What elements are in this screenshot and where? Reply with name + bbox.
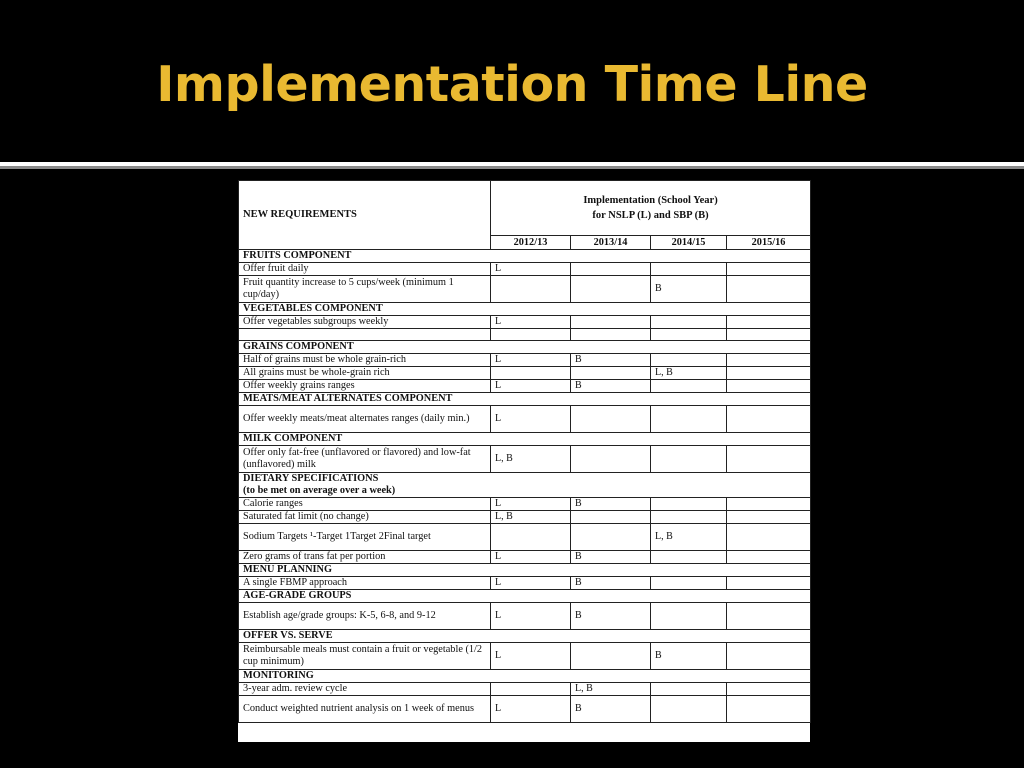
blank-cell xyxy=(491,329,571,341)
section-title xyxy=(239,433,811,446)
implementation-cell xyxy=(491,683,571,696)
implementation-cell xyxy=(727,498,811,511)
section-title xyxy=(239,393,811,406)
section-row xyxy=(239,473,811,498)
slide-title: Implementation Time Line xyxy=(156,56,868,113)
implementation-cell: L, B xyxy=(651,367,727,380)
section-title xyxy=(239,630,811,643)
implementation-cell xyxy=(727,354,811,367)
section-title xyxy=(239,670,811,683)
section-row xyxy=(239,393,811,406)
implementation-cell xyxy=(571,276,651,303)
section-subtitle: (to be met on average over a week) xyxy=(243,485,396,496)
implementation-cell xyxy=(727,367,811,380)
table-row xyxy=(239,696,811,723)
implementation-cell xyxy=(727,276,811,303)
implementation-cell: L xyxy=(491,354,571,367)
implementation-cell: L xyxy=(491,577,571,590)
implementation-cell: L xyxy=(491,263,571,276)
implementation-cell: B xyxy=(571,498,651,511)
year-header: 2014/15 xyxy=(651,236,727,250)
requirement-label: Zero grams of trans fat per portion xyxy=(239,551,491,564)
section-title-text: MEATS/MEAT ALTERNATES COMPONENT xyxy=(243,393,453,404)
implementation-cell xyxy=(651,696,727,723)
requirement-label: Offer weekly grains ranges xyxy=(239,380,491,393)
implementation-cell: L xyxy=(491,498,571,511)
implementation-cell: B xyxy=(571,551,651,564)
implementation-cell xyxy=(727,380,811,393)
implementation-cell: B xyxy=(651,643,727,670)
implementation-cell xyxy=(651,380,727,393)
implementation-cell: L xyxy=(491,380,571,393)
implementation-cell: B xyxy=(651,276,727,303)
implementation-cell xyxy=(727,511,811,524)
implementation-cell xyxy=(727,683,811,696)
implementation-cell xyxy=(571,524,651,551)
implementation-cell: L, B xyxy=(491,446,571,473)
implementation-cell: L xyxy=(491,551,571,564)
implementation-cell: L xyxy=(491,696,571,723)
requirement-label: 3-year adm. review cycle xyxy=(239,683,491,696)
requirement-label: Offer weekly meats/meat alternates ranges (daily min.) xyxy=(239,406,491,433)
requirement-label: Establish age/grade groups: K-5, 6-8, and 9-12 xyxy=(239,603,491,630)
table-row xyxy=(239,263,811,276)
implementation-cell: B xyxy=(571,696,651,723)
section-title xyxy=(239,564,811,577)
implementation-cell xyxy=(651,316,727,329)
blank-cell xyxy=(727,329,811,341)
implementation-header-line1: Implementation (School Year) xyxy=(583,195,718,206)
table-row xyxy=(239,367,811,380)
implementation-cell xyxy=(727,406,811,433)
implementation-cell xyxy=(571,316,651,329)
implementation-cell xyxy=(651,406,727,433)
implementation-cell: L xyxy=(491,406,571,433)
table-row xyxy=(239,577,811,590)
implementation-cell xyxy=(571,367,651,380)
section-title-text: DIETARY SPECIFICATIONS xyxy=(243,473,379,484)
implementation-cell xyxy=(651,603,727,630)
table-row xyxy=(239,643,811,670)
implementation-cell xyxy=(651,551,727,564)
implementation-cell: L, B xyxy=(491,511,571,524)
requirement-label: Fruit quantity increase to 5 cups/week (minimum 1 cup/day) xyxy=(239,276,491,303)
implementation-cell xyxy=(651,683,727,696)
blank-row xyxy=(239,329,811,341)
blank-cell xyxy=(239,329,491,341)
requirement-label: Offer vegetables subgroups weekly xyxy=(239,316,491,329)
table-row xyxy=(239,551,811,564)
slide-title-bar xyxy=(0,0,1024,160)
implementation-cell xyxy=(491,276,571,303)
table-row xyxy=(239,511,811,524)
implementation-cell: B xyxy=(571,577,651,590)
implementation-cell: L xyxy=(491,316,571,329)
implementation-cell xyxy=(727,524,811,551)
year-header: 2012/13 xyxy=(491,236,571,250)
implementation-cell xyxy=(727,643,811,670)
requirement-label: Saturated fat limit (no change) xyxy=(239,511,491,524)
requirement-label: All grains must be whole-grain rich xyxy=(239,367,491,380)
section-row xyxy=(239,670,811,683)
section-row xyxy=(239,564,811,577)
implementation-cell xyxy=(727,446,811,473)
table-row xyxy=(239,354,811,367)
blank-cell xyxy=(651,329,727,341)
implementation-header xyxy=(491,181,811,236)
implementation-cell xyxy=(571,446,651,473)
implementation-cell xyxy=(571,406,651,433)
implementation-cell xyxy=(651,354,727,367)
requirements-table-image xyxy=(238,180,810,742)
requirement-label: Half of grains must be whole grain-rich xyxy=(239,354,491,367)
section-title-text: FRUITS COMPONENT xyxy=(243,250,352,261)
corner-header: NEW REQUIREMENTS xyxy=(239,181,491,250)
requirement-label: Offer only fat-free (unflavored or flavored) and low-fat (unflavored) milk xyxy=(239,446,491,473)
section-title xyxy=(239,303,811,316)
table-row xyxy=(239,380,811,393)
section-title xyxy=(239,590,811,603)
implementation-cell xyxy=(651,511,727,524)
section-title xyxy=(239,473,811,498)
implementation-cell xyxy=(727,696,811,723)
implementation-cell xyxy=(571,263,651,276)
implementation-cell xyxy=(491,524,571,551)
implementation-cell: B xyxy=(571,380,651,393)
implementation-cell xyxy=(727,551,811,564)
section-row xyxy=(239,433,811,446)
requirement-label: Offer fruit daily xyxy=(239,263,491,276)
table-row xyxy=(239,276,811,303)
table-row xyxy=(239,498,811,511)
section-title-text: MENU PLANNING xyxy=(243,564,332,575)
implementation-cell: B xyxy=(571,603,651,630)
year-header: 2015/16 xyxy=(727,236,811,250)
table-row xyxy=(239,683,811,696)
section-row xyxy=(239,250,811,263)
requirement-label: Sodium Targets ¹-Target 1Target 2Final target xyxy=(239,524,491,551)
implementation-cell: L xyxy=(491,643,571,670)
requirement-label: Calorie ranges xyxy=(239,498,491,511)
section-title xyxy=(239,250,811,263)
requirements-body xyxy=(239,250,811,723)
table-row xyxy=(239,603,811,630)
section-row xyxy=(239,341,811,354)
requirement-label: Reimbursable meals must contain a fruit or vegetable (1/2 cup minimum) xyxy=(239,643,491,670)
implementation-cell: L xyxy=(491,603,571,630)
table-row xyxy=(239,316,811,329)
table-row xyxy=(239,406,811,433)
requirements-table xyxy=(238,180,811,723)
implementation-cell xyxy=(651,577,727,590)
implementation-cell xyxy=(727,316,811,329)
implementation-cell: B xyxy=(571,354,651,367)
section-title-text: AGE-GRADE GROUPS xyxy=(243,590,352,601)
implementation-cell xyxy=(571,511,651,524)
year-header: 2013/14 xyxy=(571,236,651,250)
section-row xyxy=(239,630,811,643)
section-title-text: MONITORING xyxy=(243,670,314,681)
table-row xyxy=(239,446,811,473)
section-title xyxy=(239,341,811,354)
section-title-text: OFFER VS. SERVE xyxy=(243,630,333,641)
section-row xyxy=(239,303,811,316)
section-row xyxy=(239,590,811,603)
implementation-cell xyxy=(571,643,651,670)
implementation-cell xyxy=(727,263,811,276)
requirement-label: A single FBMP approach xyxy=(239,577,491,590)
implementation-cell xyxy=(651,446,727,473)
requirement-label: Conduct weighted nutrient analysis on 1 week of menus xyxy=(239,696,491,723)
implementation-cell xyxy=(727,577,811,590)
implementation-header-line2: for NSLP (L) and SBP (B) xyxy=(592,210,709,221)
implementation-cell: L, B xyxy=(651,524,727,551)
section-title-text: VEGETABLES COMPONENT xyxy=(243,303,383,314)
section-title-text: MILK COMPONENT xyxy=(243,433,343,444)
section-title-text: GRAINS COMPONENT xyxy=(243,341,354,352)
implementation-cell: L, B xyxy=(571,683,651,696)
blank-cell xyxy=(571,329,651,341)
table-row xyxy=(239,524,811,551)
implementation-cell xyxy=(491,367,571,380)
implementation-cell xyxy=(651,498,727,511)
implementation-cell xyxy=(727,603,811,630)
implementation-cell xyxy=(651,263,727,276)
